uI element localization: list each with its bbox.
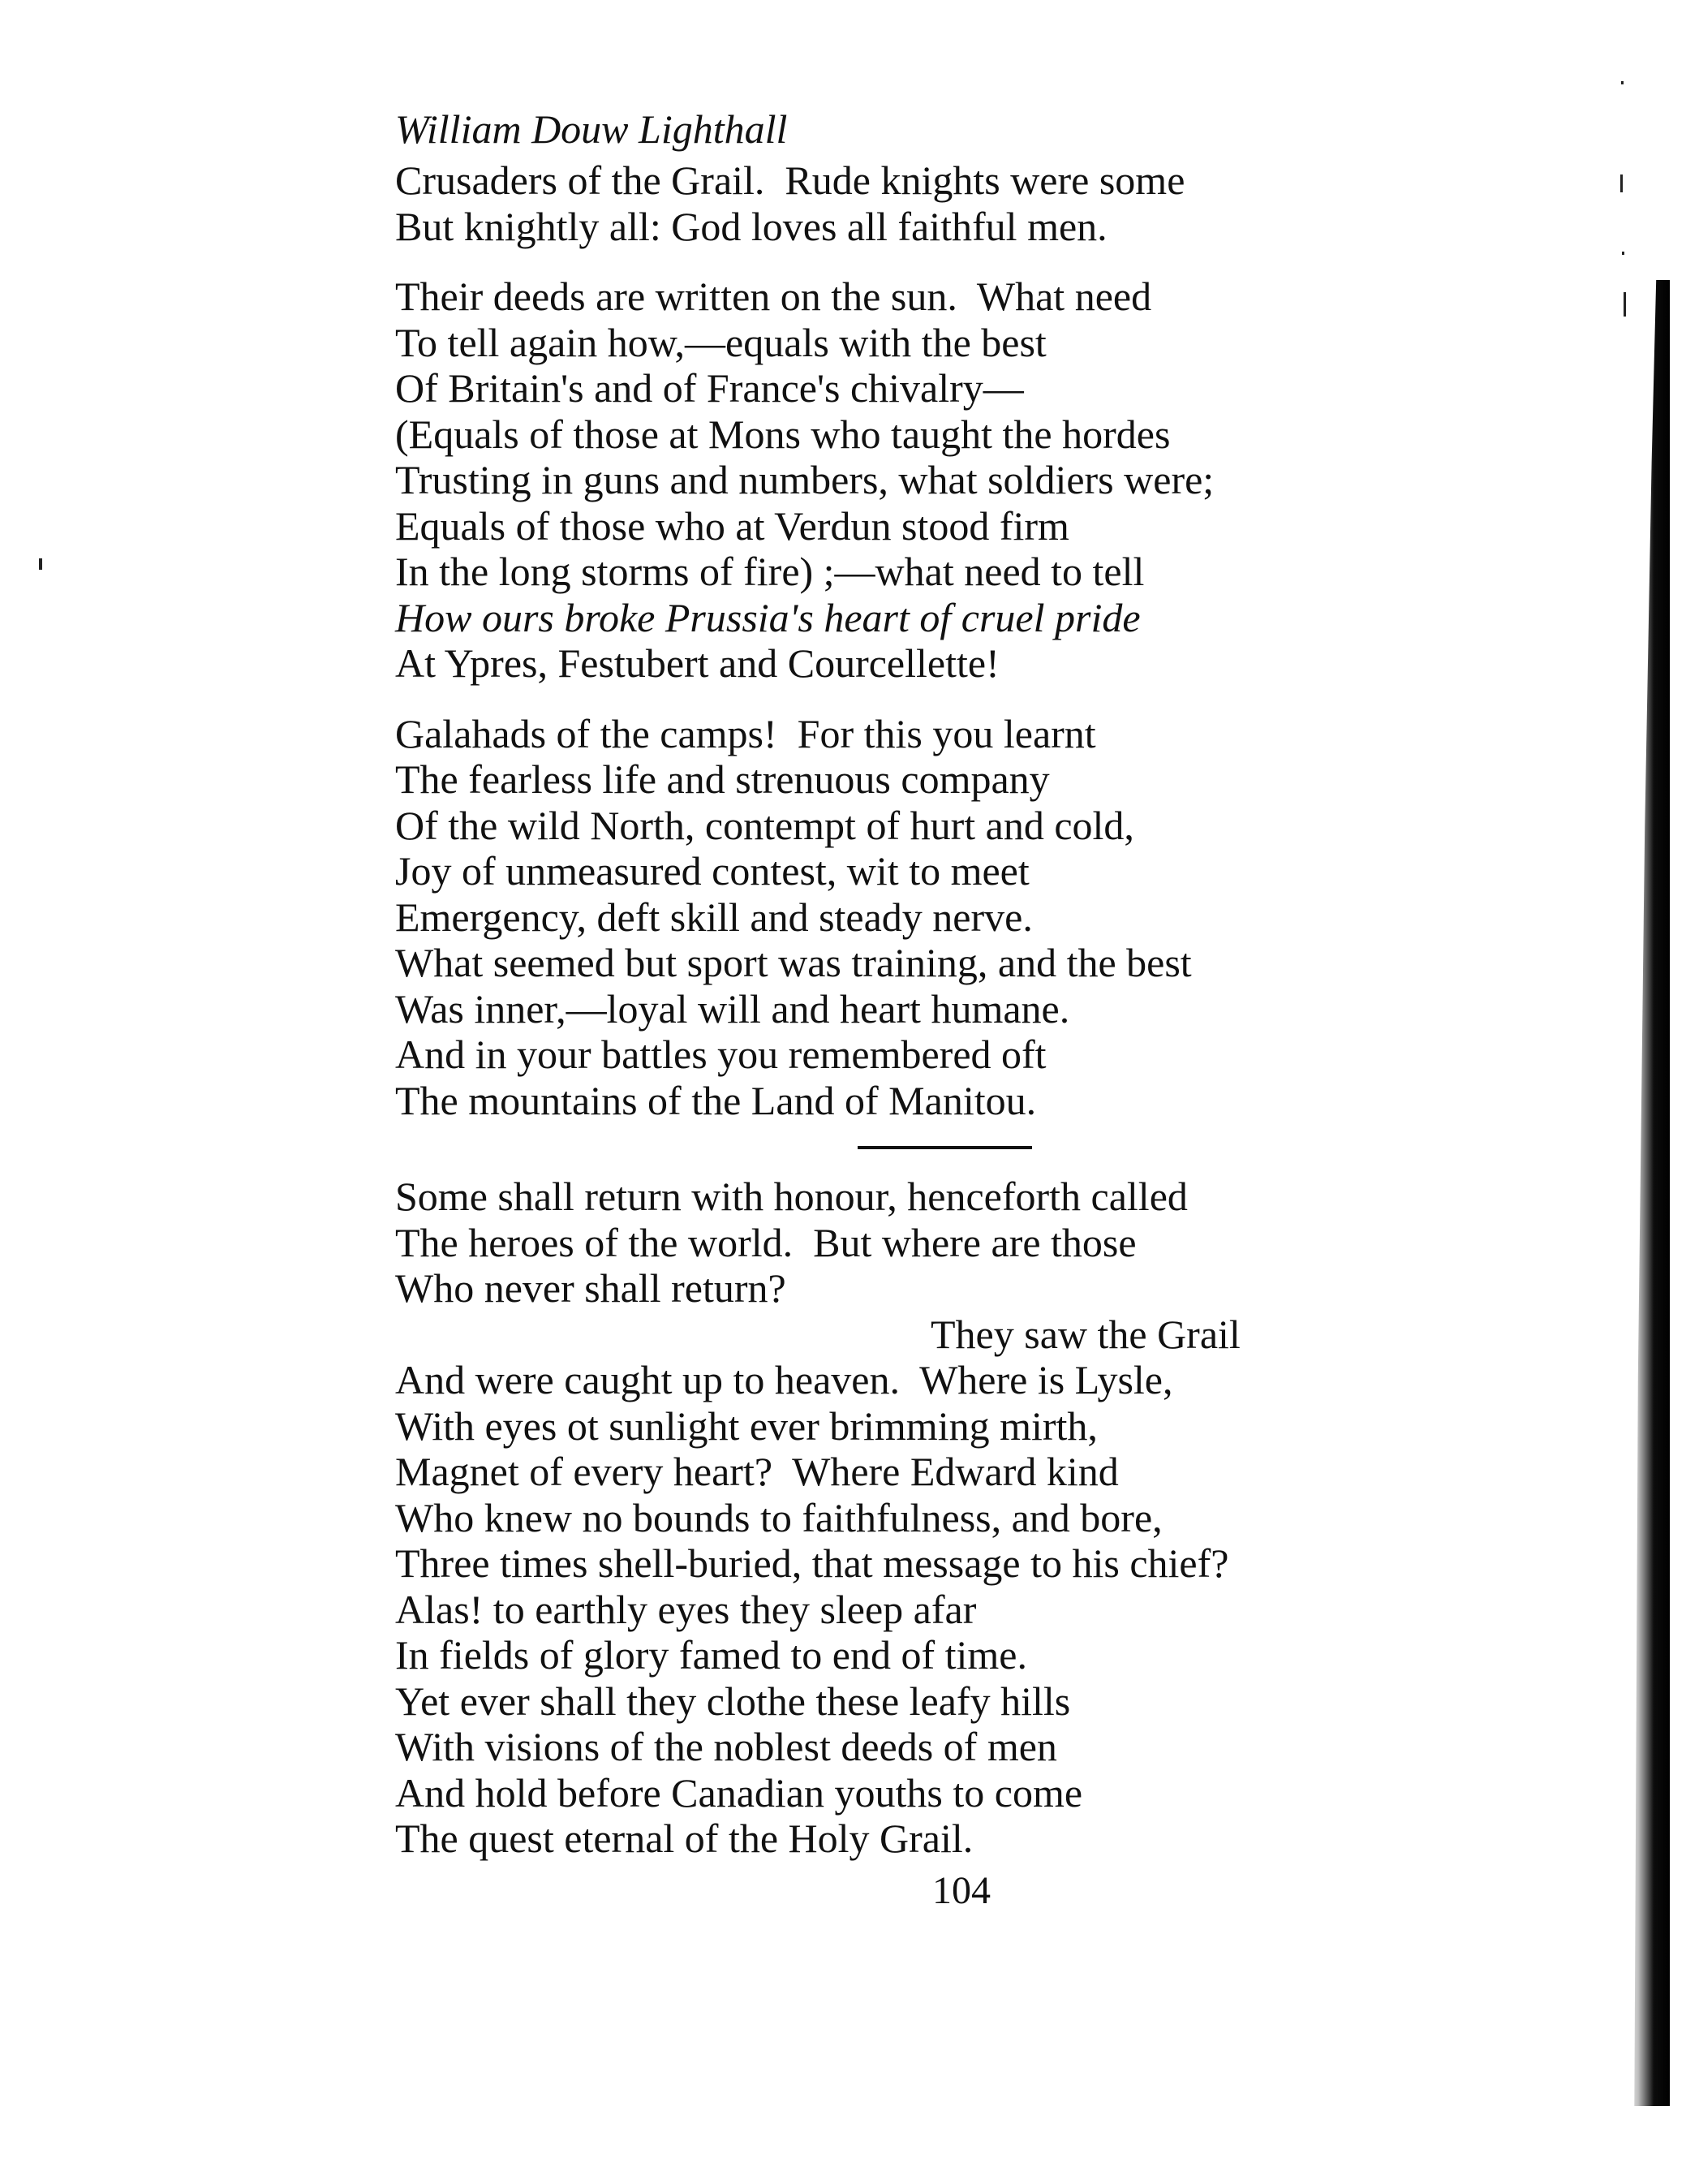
verse-line: Alas! to earthly eyes they sleep afar [395,1586,977,1632]
verse-line: The quest eternal of the Holy Grail. [395,1816,974,1861]
verse-line: Some shall return with honour, henceforth called [395,1174,1188,1219]
stanza [395,1174,1547,1862]
verse-line: (Equals of those at Mons who taught the hordes [395,411,1171,457]
verse-line: With visions of the noblest deeds of men [395,1724,1057,1769]
page-text [395,106,1547,1862]
verse-line: To tell again how,—equals with the best [395,319,1047,365]
running-head-author: William Douw Lighthall [395,106,788,152]
verse-line: What seemed but sport was training, and the best [395,940,1192,985]
scan-speck [1622,252,1624,255]
verse-line: Of Britain's and of France's chivalry— [395,365,1024,411]
verse-line: Galahads of the camps! For this you learnt [395,710,1096,756]
verse-line: But knightly all: God loves all faithful men. [395,203,1108,249]
verse-line: Joy of unmeasured contest, wit to meet [395,848,1030,894]
verse-line: In fields of glory famed to end of time. [395,1632,1027,1678]
verse-line: And in your battles you remembered oft [395,1032,1047,1077]
verse-line: Yet ever shall they clothe these leafy hills [395,1678,1071,1724]
scan-speck [1620,174,1623,192]
scan-speck [39,558,42,570]
verse-line: Three times shell-buried, that message to his chief? [395,1540,1229,1586]
stanza [395,274,1547,687]
verse-line: Crusaders of the Grail. Rude knights were some [395,157,1185,203]
verse-line: Trusting in guns and numbers, what soldiers were; [395,457,1215,502]
stanza [395,157,1547,249]
verse-line: Their deeds are written on the sun. What need [395,274,1152,319]
section-divider-rule [858,1146,1032,1149]
verse-line-italic: How ours broke Prussia's heart of cruel pride [395,594,1141,640]
verse-line-indented: They saw the Grail [931,1311,1241,1357]
verse-line: And were caught up to heaven. Where is Lysle, [395,1357,1173,1402]
verse-line: The heroes of the world. But where are those [395,1219,1137,1265]
verse-line: In the long storms of fire) ;—what need to tell [395,549,1145,594]
verse-line: Was inner,—loyal will and heart humane. [395,985,1070,1032]
verse-line: With eyes ot sunlight ever brimming mirth, [395,1402,1098,1449]
verse-line: Of the wild North, contempt of hurt and cold, [395,802,1134,848]
stanza [395,711,1547,1124]
scanned-binding-edge-shadow [1624,280,1670,2106]
verse-line: Who never shall return? [395,1265,786,1311]
verse-line: And hold before Canadian youths to come [395,1769,1083,1816]
verse-line: Magnet of every heart? Where Edward kind [395,1449,1119,1494]
verse-line: Equals of those who at Verdun stood firm [395,502,1069,549]
scan-speck [1621,81,1624,84]
verse-line: Emergency, deft skill and steady nerve. [395,894,1033,940]
page-number: 104 [932,1869,991,1912]
verse-line: At Ypres, Festubert and Courcellette! [395,640,1000,686]
scan-speck [1624,292,1626,317]
verse-line: The mountains of the Land of Manitou. [395,1077,1037,1123]
verse-line: Who knew no bounds to faithfulness, and bore, [395,1494,1163,1540]
verse-line: The fearless life and strenuous company [395,756,1050,802]
